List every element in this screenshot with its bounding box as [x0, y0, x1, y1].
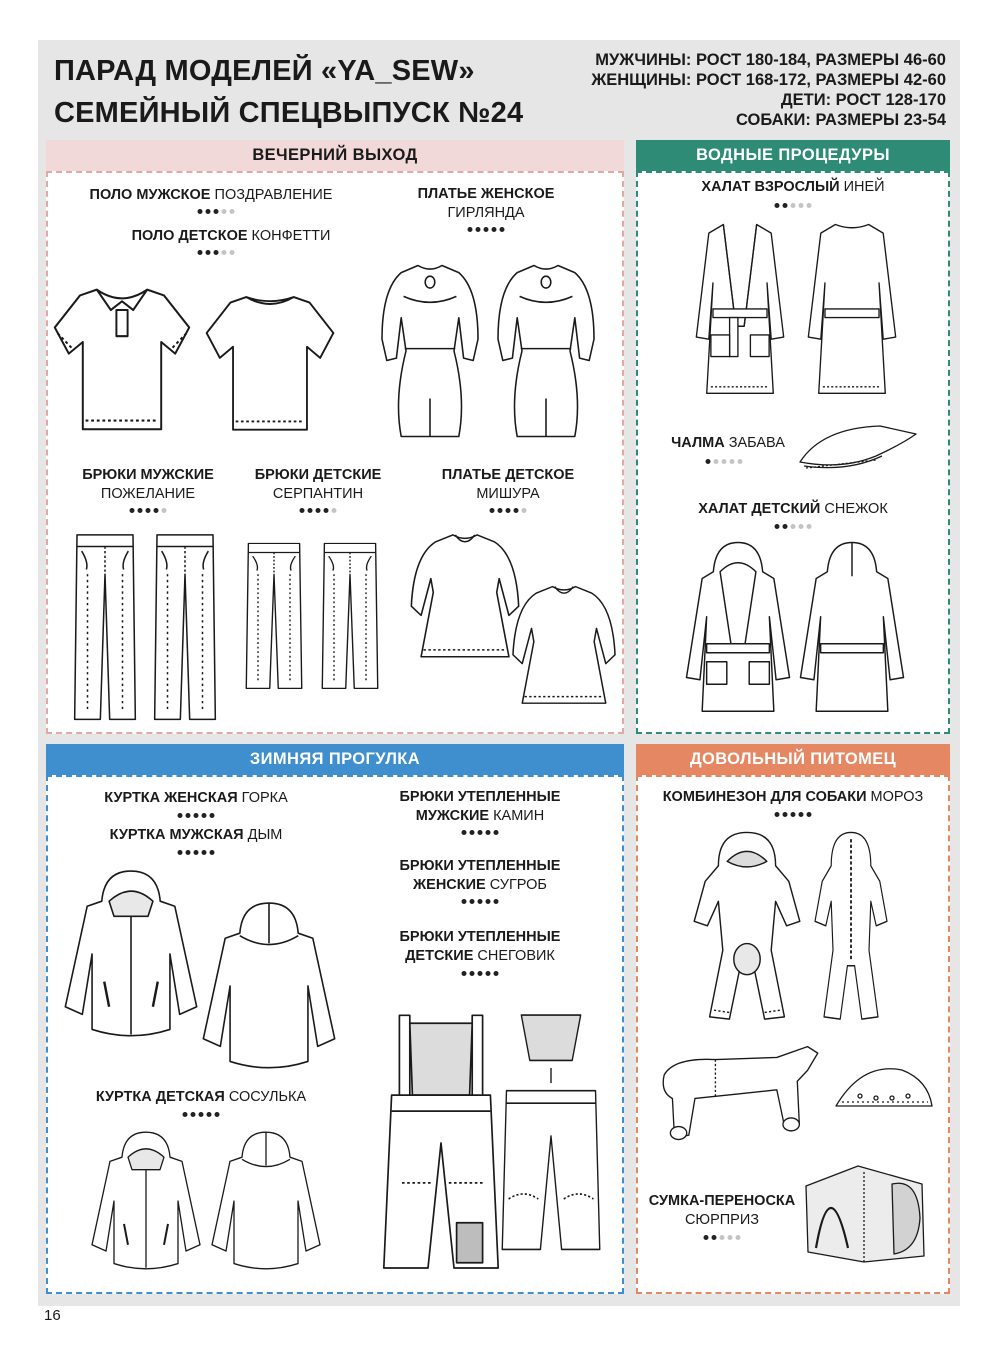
- difficulty-dot-filled: [791, 812, 796, 817]
- difficulty-dot-filled: [712, 1235, 717, 1240]
- model-name: СУГРОБ: [489, 877, 547, 893]
- section-water-title: ВОДНЫЕ ПРОЦЕДУРЫ: [636, 140, 950, 171]
- model-label[interactable]: [380, 928, 580, 966]
- bathrobe-icon[interactable]: [688, 218, 792, 402]
- model-name: ИНЕЙ: [843, 179, 885, 195]
- bib-overalls-icon[interactable]: [498, 1010, 604, 1262]
- model-type: ПОЛО ДЕТСКОЕ: [131, 228, 248, 244]
- difficulty-dot-filled: [494, 971, 499, 976]
- model-type: МУЖСКИЕ: [415, 808, 490, 824]
- model-type: КУРТКА ДЕТСКАЯ: [95, 1089, 225, 1105]
- section-winter: [46, 744, 624, 1294]
- trousers-icon[interactable]: [70, 528, 140, 724]
- difficulty-dot-filled: [799, 812, 804, 817]
- difficulty-dot-empty: [738, 459, 743, 464]
- difficulty-dot-filled: [324, 508, 329, 513]
- difficulty-dot-filled: [494, 830, 499, 835]
- difficulty-dot-empty: [722, 459, 727, 464]
- difficulty-dot-filled: [470, 899, 475, 904]
- model-name: ПОЖЕЛАНИЕ: [100, 486, 196, 502]
- difficulty-dot-filled: [191, 1112, 196, 1117]
- size-range-list: [591, 50, 946, 130]
- difficulty-dot-filled: [486, 830, 491, 835]
- difficulty-dot-filled: [478, 899, 483, 904]
- difficulty-dot-empty: [230, 250, 235, 255]
- difficulty-dot-empty: [714, 459, 719, 464]
- towel-turban-icon[interactable]: [792, 422, 922, 474]
- difficulty-dot-filled: [492, 227, 497, 232]
- difficulty-dot-filled: [300, 508, 305, 513]
- difficulty-dot-filled: [462, 971, 467, 976]
- difficulty-dot-filled: [807, 812, 812, 817]
- difficulty-dot-empty: [791, 203, 796, 208]
- model-type: ПОЛО МУЖСКОЕ: [89, 187, 211, 203]
- model-name: МОРОЗ: [870, 789, 924, 805]
- model-name: СЮРПРИЗ: [684, 1212, 760, 1228]
- difficulty-dots: [775, 812, 812, 817]
- difficulty-dots: [490, 508, 527, 513]
- difficulty-dot-filled: [194, 850, 199, 855]
- polo-shirt-icon[interactable]: [52, 278, 192, 438]
- model-label[interactable]: [76, 1088, 326, 1107]
- model-type: КУРТКА ЖЕНСКАЯ: [104, 790, 238, 806]
- difficulty-dot-empty: [222, 250, 227, 255]
- difficulty-dot-filled: [316, 508, 321, 513]
- page-title: [54, 50, 523, 134]
- difficulty-dot-empty: [332, 508, 337, 513]
- size-men: МУЖЧИНЫ: РОСТ 180-184, РАЗМЕРЫ 46-60: [595, 51, 946, 69]
- model-name: ПОЗДРАВЛЕНИЕ: [214, 187, 333, 203]
- model-name: СОСУЛЬКА: [228, 1089, 307, 1105]
- trousers-icon[interactable]: [318, 538, 382, 692]
- difficulty-dot-filled: [470, 830, 475, 835]
- difficulty-dot-filled: [476, 227, 481, 232]
- difficulty-dot-filled: [206, 250, 211, 255]
- difficulty-dot-empty: [791, 524, 796, 529]
- difficulty-dots: [775, 524, 812, 529]
- difficulty-dot-empty: [730, 459, 735, 464]
- difficulty-dot-filled: [462, 899, 467, 904]
- difficulty-dot-empty: [522, 508, 527, 513]
- model-label[interactable]: [428, 466, 588, 504]
- model-name: СЕРПАНТИН: [272, 486, 364, 502]
- difficulty-dot-filled: [198, 250, 203, 255]
- model-type: БРЮКИ ДЕТСКИЕ: [254, 467, 382, 483]
- difficulty-dot-filled: [206, 209, 211, 214]
- difficulty-dot-filled: [470, 971, 475, 976]
- model-type: ПЛАТЬЕ ДЕТСКОЕ: [441, 467, 575, 483]
- hooded-jacket-icon[interactable]: [86, 1128, 206, 1274]
- difficulty-dot-filled: [484, 227, 489, 232]
- difficulty-dot-filled: [775, 812, 780, 817]
- difficulty-dot-filled: [214, 209, 219, 214]
- difficulty-dot-filled: [500, 227, 505, 232]
- model-label[interactable]: [76, 186, 346, 205]
- model-type: БРЮКИ УТЕПЛЕННЫЕ: [399, 858, 561, 874]
- difficulty-dot-filled: [207, 1112, 212, 1117]
- model-name: КАМИН: [493, 808, 545, 824]
- difficulty-dot-filled: [775, 524, 780, 529]
- difficulty-dot-filled: [468, 227, 473, 232]
- difficulty-dot-filled: [202, 850, 207, 855]
- difficulty-dot-filled: [186, 813, 191, 818]
- difficulty-dot-filled: [478, 830, 483, 835]
- difficulty-dot-filled: [783, 524, 788, 529]
- model-type: ХАЛАТ ДЕТСКИЙ: [698, 501, 821, 517]
- model-label[interactable]: [96, 227, 366, 246]
- difficulty-dot-filled: [704, 1235, 709, 1240]
- model-label[interactable]: [646, 500, 940, 519]
- dog-jumpsuit-icon[interactable]: [832, 1060, 936, 1116]
- difficulty-dot-filled: [178, 813, 183, 818]
- model-type: БРЮКИ МУЖСКИЕ: [82, 467, 214, 483]
- difficulty-dots: [775, 203, 812, 208]
- difficulty-dot-filled: [138, 508, 143, 513]
- difficulty-dots: [178, 813, 215, 818]
- bathrobe-icon[interactable]: [796, 538, 908, 718]
- bathrobe-icon[interactable]: [682, 538, 794, 718]
- difficulty-dot-filled: [178, 850, 183, 855]
- difficulty-dot-filled: [486, 899, 491, 904]
- difficulty-dots: [462, 899, 499, 904]
- difficulty-dot-filled: [202, 813, 207, 818]
- model-label[interactable]: [76, 826, 316, 845]
- difficulty-dot-filled: [514, 508, 519, 513]
- difficulty-dot-filled: [706, 459, 711, 464]
- difficulty-dot-empty: [799, 524, 804, 529]
- difficulty-dot-filled: [478, 971, 483, 976]
- size-kids: ДЕТИ: РОСТ 128-170: [780, 91, 946, 109]
- difficulty-dot-empty: [230, 209, 235, 214]
- difficulty-dots: [178, 850, 215, 855]
- difficulty-dot-filled: [783, 203, 788, 208]
- difficulty-dot-filled: [154, 508, 159, 513]
- difficulty-dot-empty: [807, 203, 812, 208]
- difficulty-dots: [183, 1112, 220, 1117]
- bathrobe-icon[interactable]: [800, 218, 904, 402]
- model-name: ДЫМ: [247, 827, 283, 843]
- hooded-jacket-icon[interactable]: [58, 866, 204, 1042]
- model-label[interactable]: [68, 466, 228, 504]
- difficulty-dots: [300, 508, 337, 513]
- section-evening-title: ВЕЧЕРНИЙ ВЫХОД: [46, 140, 624, 171]
- difficulty-dot-empty: [222, 209, 227, 214]
- difficulty-dots: [462, 830, 499, 835]
- model-label[interactable]: [380, 788, 580, 826]
- title-line-2: СЕМЕЙНЫЙ СПЕЦВЫПУСК №24: [54, 97, 524, 129]
- difficulty-dots: [198, 250, 235, 255]
- difficulty-dot-empty: [736, 1235, 741, 1240]
- difficulty-dot-filled: [462, 830, 467, 835]
- difficulty-dots: [704, 1235, 741, 1240]
- difficulty-dot-filled: [308, 508, 313, 513]
- trousers-icon[interactable]: [150, 528, 220, 724]
- dog-jumpsuit-icon[interactable]: [654, 1038, 828, 1146]
- model-label[interactable]: [648, 434, 808, 453]
- difficulty-dot-filled: [146, 508, 151, 513]
- difficulty-dot-empty: [162, 508, 167, 513]
- section-evening: [46, 140, 624, 734]
- difficulty-dot-filled: [214, 250, 219, 255]
- section-pet: [636, 744, 950, 1294]
- pet-carrier-bag-icon[interactable]: [800, 1148, 928, 1266]
- difficulty-dots: [706, 459, 743, 464]
- model-label[interactable]: [396, 185, 576, 223]
- model-name: КОНФЕТТИ: [251, 228, 331, 244]
- difficulty-dot-empty: [720, 1235, 725, 1240]
- section-pet-title: ДОВОЛЬНЫЙ ПИТОМЕЦ: [636, 744, 950, 775]
- dog-jumpsuit-icon[interactable]: [806, 828, 896, 1028]
- difficulty-dot-filled: [490, 508, 495, 513]
- difficulty-dot-filled: [506, 508, 511, 513]
- model-type: КОМБИНЕЗОН ДЛЯ СОБАКИ: [662, 789, 867, 805]
- model-name: СНЕЖОК: [824, 501, 888, 517]
- model-label[interactable]: [642, 1192, 802, 1230]
- model-label[interactable]: [238, 466, 398, 504]
- model-type: ПЛАТЬЕ ЖЕНСКОЕ: [417, 186, 555, 202]
- difficulty-dot-empty: [728, 1235, 733, 1240]
- difficulty-dot-filled: [199, 1112, 204, 1117]
- model-type: КУРТКА МУЖСКАЯ: [109, 827, 244, 843]
- hooded-jacket-icon[interactable]: [206, 1128, 326, 1274]
- model-type: ДЕТСКИЕ: [405, 948, 474, 964]
- model-label[interactable]: [640, 788, 946, 807]
- difficulty-dot-filled: [775, 203, 780, 208]
- difficulty-dot-filled: [198, 209, 203, 214]
- difficulty-dot-filled: [186, 850, 191, 855]
- model-type: ХАЛАТ ВЗРОСЛЫЙ: [701, 179, 840, 195]
- model-name: ГИРЛЯНДА: [447, 205, 525, 221]
- difficulty-dot-filled: [194, 813, 199, 818]
- model-name: МИШУРА: [476, 486, 540, 502]
- model-name: ГОРКА: [241, 790, 288, 806]
- difficulty-dots: [468, 227, 505, 232]
- title-line-1: ПАРАД МОДЕЛЕЙ «YA_SEW»: [54, 55, 475, 87]
- long-sleeve-dress-icon[interactable]: [506, 580, 622, 712]
- section-water: [636, 140, 950, 734]
- difficulty-dot-filled: [210, 813, 215, 818]
- difficulty-dot-filled: [183, 1112, 188, 1117]
- difficulty-dot-filled: [494, 899, 499, 904]
- difficulty-dots: [198, 209, 235, 214]
- difficulty-dots: [130, 508, 167, 513]
- model-name: СНЕГОВИК: [477, 948, 555, 964]
- long-sleeve-dress-icon[interactable]: [370, 256, 490, 446]
- difficulty-dot-filled: [215, 1112, 220, 1117]
- page-number: 16: [44, 1307, 61, 1324]
- model-label[interactable]: [76, 789, 316, 808]
- difficulty-dot-empty: [799, 203, 804, 208]
- bib-overalls-icon[interactable]: [376, 1010, 506, 1276]
- trousers-icon[interactable]: [242, 538, 306, 692]
- model-name: ЗАБАВА: [728, 435, 785, 451]
- difficulty-dot-filled: [130, 508, 135, 513]
- hooded-jacket-icon[interactable]: [196, 898, 342, 1074]
- model-label[interactable]: [380, 857, 580, 895]
- difficulty-dots: [462, 971, 499, 976]
- model-type: БРЮКИ УТЕПЛЕННЫЕ: [399, 789, 561, 805]
- section-winter-title: ЗИМНЯЯ ПРОГУЛКА: [46, 744, 624, 775]
- model-type: БРЮКИ УТЕПЛЕННЫЕ: [399, 929, 561, 945]
- polo-shirt-icon[interactable]: [204, 286, 336, 438]
- model-type: ЖЕНСКИЕ: [413, 877, 486, 893]
- size-dogs: СОБАКИ: РАЗМЕРЫ 23-54: [736, 111, 946, 129]
- difficulty-dot-filled: [498, 508, 503, 513]
- difficulty-dot-filled: [486, 971, 491, 976]
- long-sleeve-dress-icon[interactable]: [486, 256, 606, 446]
- difficulty-dot-empty: [807, 524, 812, 529]
- model-type: СУМКА-ПЕРЕНОСКА: [648, 1193, 796, 1209]
- dog-jumpsuit-icon[interactable]: [692, 828, 802, 1028]
- model-label[interactable]: [646, 178, 940, 197]
- difficulty-dot-filled: [210, 850, 215, 855]
- difficulty-dot-filled: [783, 812, 788, 817]
- size-women: ЖЕНЩИНЫ: РОСТ 168-172, РАЗМЕРЫ 42-60: [591, 71, 946, 89]
- model-type: ЧАЛМА: [671, 435, 725, 451]
